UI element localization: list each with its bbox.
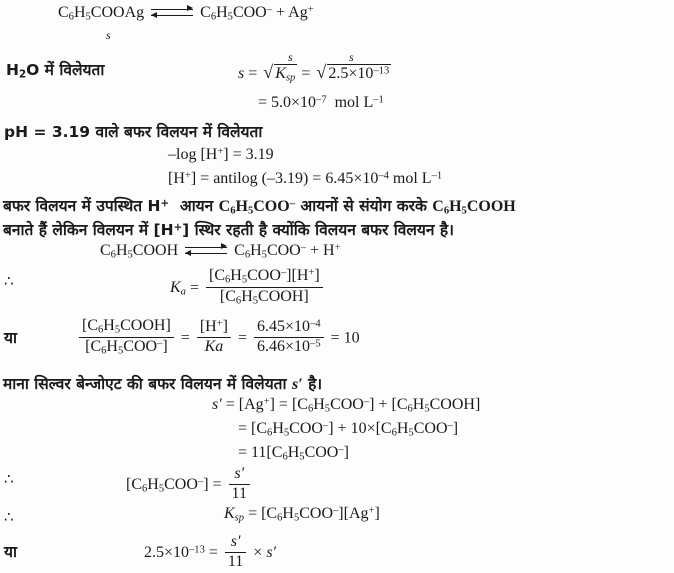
paragraph-assume-s: माना सिल्वर बेन्जोएट की बफर विलयन में विलेयता s′ है। [3,375,323,393]
equation-ksp: $K_{sp} = [C_6H_5COO^-][Ag^+]$ [224,505,380,524]
ka-symbol: $K_a$ [170,279,186,298]
equilibrium-arrow-icon [151,6,193,20]
ka-fraction [206,267,323,308]
ratio1-den: $[C_6H_5COO^-]$ [79,337,174,358]
ratio-fraction-3 [254,318,324,357]
eq6-rhs: $C_6H_5COO^- + H^+$ [234,242,341,261]
equation-log-h: –log [H+] = 3.19 [168,146,274,163]
or-label-1: या [4,329,18,347]
equation-s-prime-2: = $[C_6H_5COO^-] + 10\times[C_6H_5COO^-]$ [238,420,459,439]
equilibrium-arrow-icon-2 [185,244,227,258]
ratio2-num: [H+] [199,318,228,336]
sqrt-ksp: √ $K_{sp}$ [263,64,297,84]
frac2-den: 11 [225,552,246,572]
equation-dissociation [58,4,314,23]
paragraph-buffer-1: बफर विलयन में उपस्थित H+ आयन $C_6H_5COO^-$ आयनों से संयोग करके $C_6H_5COOH$ [3,197,516,217]
ka-denominator: $[C_6H_5COOH]$ [206,287,323,308]
heading-solubility-water: $H_2O$ में विलेयता [6,61,105,81]
eq1-lhs: $C_6H_5COOAg$ [58,4,145,23]
equation-s-prime-3: = $11[C_6H_5COO^-]$ [238,444,349,463]
s-label-left: s [106,28,111,42]
s-over-11-fraction-2 [225,533,246,572]
equation-s-prime: $s' = [Ag^+] = [C_6H_5COO^-]$ + $[C_6H_5COOH]$ [212,396,481,415]
equation-antilog: [H+] = antilog $(-3.19) = 6.45\times 10^{-4}$ mol $L^{-1}$ [168,170,443,187]
therefore-symbol-1: ∴ [4,272,14,290]
or-label-2: या [4,543,18,561]
equation-acid-dissociation [100,242,341,261]
frac2-num: s′ [230,533,241,550]
s-over-11-fraction-1 [229,465,250,504]
therefore-symbol-3: ∴ [4,508,14,526]
ratio-fraction-1 [79,317,174,358]
ratio-fraction-2 [197,318,231,357]
heading-buffer-solubility: pH = 3.19 वाले बफर विलयन में विलेयता [4,123,263,141]
equation-conc-benzoate: $[C_6H_5COO^-]$ = $\frac{s'}{11}$ [126,466,253,505]
ka-numerator: $[C_6H_5COO^-][H^+]$ [208,267,320,286]
eq1-rhs: $C_6H_5COO^- + Ag^+$ [200,4,314,23]
frac1-num: s′ [234,465,245,482]
ratio1-num: $[C_6H_5COOH]$ [82,317,171,336]
equation-s-value: = $5.0\times 10^{-7}$ mol $L^{-1}$ [258,94,384,111]
paragraph-buffer-2: बनाते हैं लेकिन विलयन में [H+] स्थिर रहती है क्योंकि विलयन बफर विलयन है। [3,221,454,239]
therefore-symbol-2: ∴ [4,470,14,488]
equation-s-sqrt: s = √ $K_{sp}$ = √ $2.5\times 10^{-13}$ [238,64,391,84]
frac1-den: 11 [229,484,250,504]
s-label-right: s [349,50,354,64]
equation-final: $2.5\times 10^{-13}$ = $\frac{s'}{11}$ × s′ [144,533,277,570]
eq6-lhs: $C_6H_5COOH$ [100,242,179,261]
eq2-s: s [238,65,245,82]
ratio3-num: $6.45\times 10^{-4}$ [257,318,321,336]
s-label-mid: s [288,50,293,64]
ratio3-den: $6.46\times 10^{-5}$ [254,337,324,357]
equation-ratio: $\frac{[C_6H_5COOH]}{[C_6H_5COO^-]}$ = $\frac{[H^+]}{Ka}$ = $\frac{6.45\times 10^{-4}}{6.46\times 10^{-5}}$ = 10 [76,318,360,359]
sqrt-value: √ $2.5\times 10^{-13}$ [316,64,391,83]
ratio2-den: Ka [197,337,231,357]
equation-ka: $K_a$ = $\frac{[C_6H_5COO^-][H^+]}{[C_6H_5COOH]}$ [170,268,326,309]
